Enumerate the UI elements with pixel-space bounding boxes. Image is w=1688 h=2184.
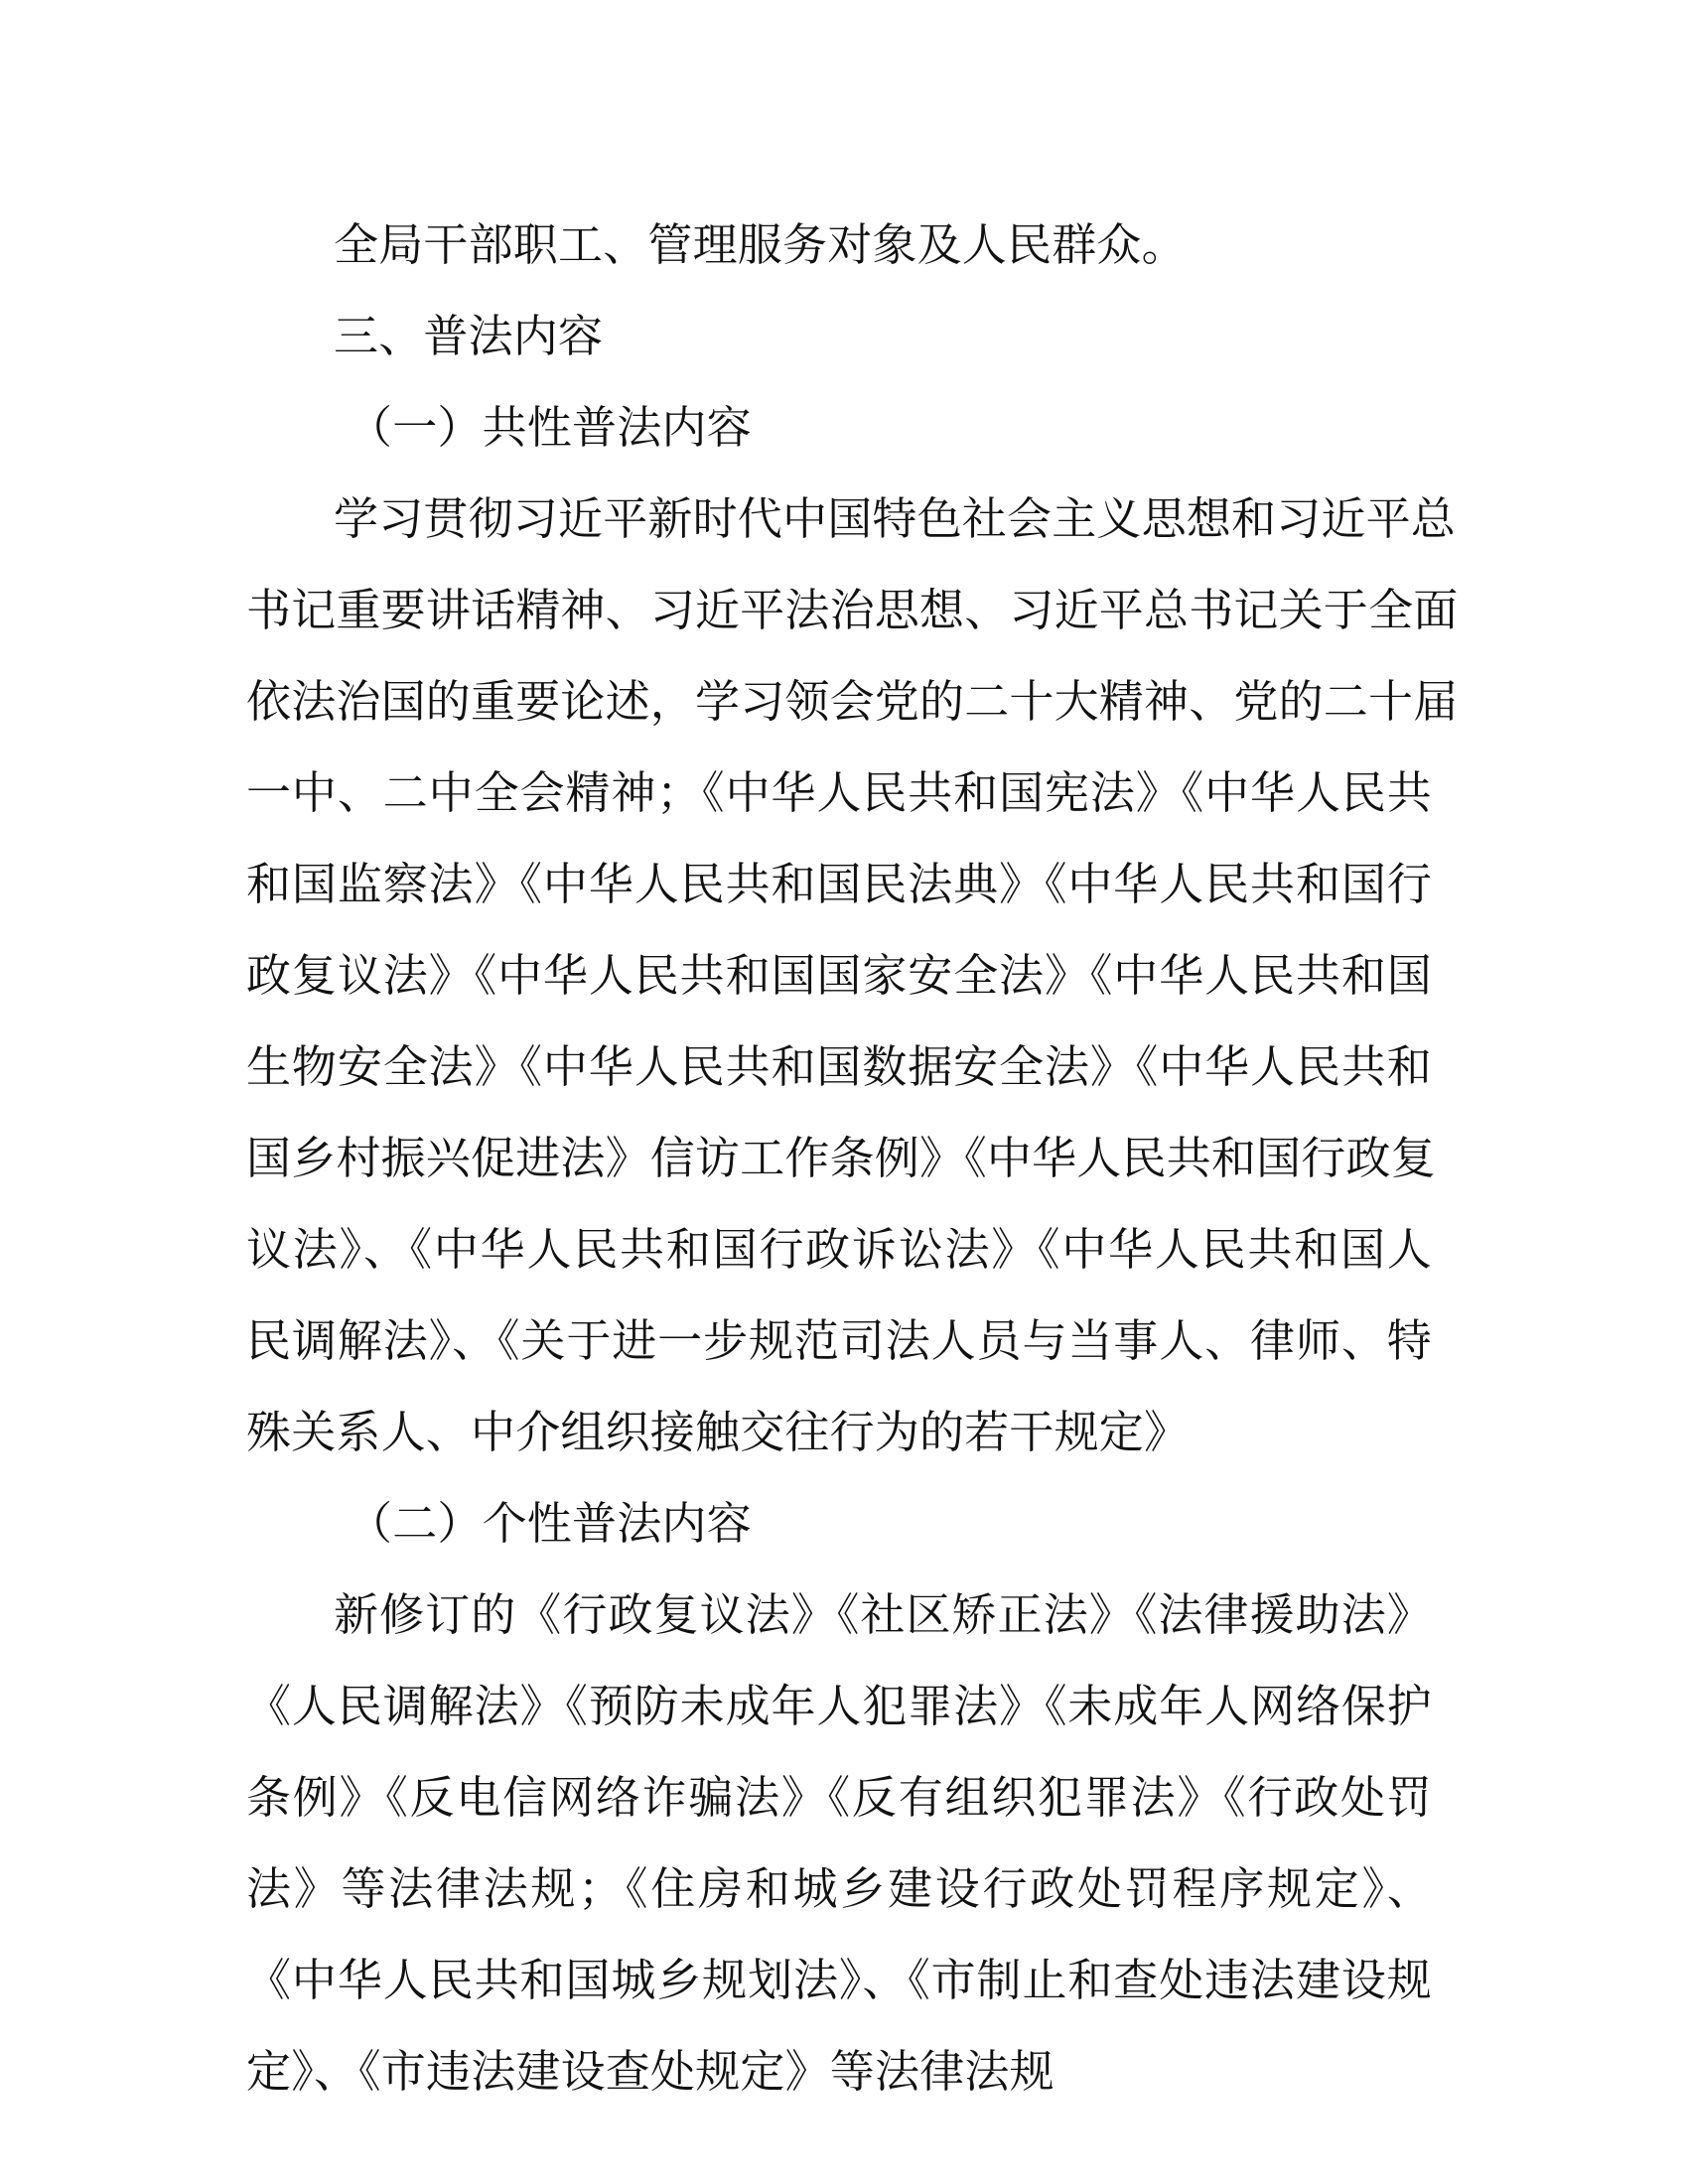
body-text-line: 新修订的《行政复议法》《社区矫正法》《法律援助法》 xyxy=(334,1588,1432,1641)
subsection-heading: （二）个性普法内容 xyxy=(348,1497,752,1550)
body-text-line: 法》等法律法规；《住房和城乡建设行政处罚程序规定》、 xyxy=(246,1862,1432,1915)
body-text-line: 《中华人民共和国城乡规划法》、《市制止和查处违法建设规 xyxy=(246,1954,1432,2006)
body-text-line: 一中、二中全会精神；《中华人民共和国宪法》《中华人民共 xyxy=(246,766,1432,819)
body-text-line: 全局干部职工、管理服务对象及人民群众。 xyxy=(334,218,1187,271)
body-text-line: 议法》、《中华人民共和国行政诉讼法》《中华人民共和国人 xyxy=(246,1223,1432,1276)
body-text-line: 学习贯彻习近平新时代中国特色社会主义思想和习近平总 xyxy=(334,492,1457,545)
body-text-line: 国乡村振兴促进法》信访工作条例》《中华人民共和国行政复 xyxy=(246,1132,1436,1184)
body-text-line: 和国监察法》《中华人民共和国民法典》《中华人民共和国行 xyxy=(246,858,1432,910)
body-text-line: 定》、《市违法建设查处规定》等法律法规 xyxy=(246,2045,1055,2098)
body-text-line: 殊关系人、中介组织接触交往行为的若干规定》 xyxy=(246,1406,1190,1458)
body-text-line: 民调解法》、《关于进一步规范司法人员与当事人、律师、特 xyxy=(246,1314,1432,1367)
body-text-line: 政复议法》《中华人民共和国国家安全法》《中华人民共和国 xyxy=(246,949,1432,1002)
body-text-line: 书记重要讲话精神、习近平法治思想、习近平总书记关于全面 xyxy=(246,584,1459,636)
subsection-heading: （一）共性普法内容 xyxy=(348,401,752,454)
body-text-line: 《人民调解法》《预防未成年人犯罪法》《未成年人网络保护 xyxy=(246,1680,1432,1732)
body-text-line: 条例》《反电信网络诈骗法》《反有组织犯罪法》《行政处罚 xyxy=(246,1771,1432,1824)
section-heading: 三、普法内容 xyxy=(334,310,604,362)
body-text-line: 依法治国的重要论述，学习领会党的二十大精神、党的二十届 xyxy=(246,675,1459,728)
body-text-line: 生物安全法》《中华人民共和国数据安全法》《中华人民共和 xyxy=(246,1040,1432,1093)
